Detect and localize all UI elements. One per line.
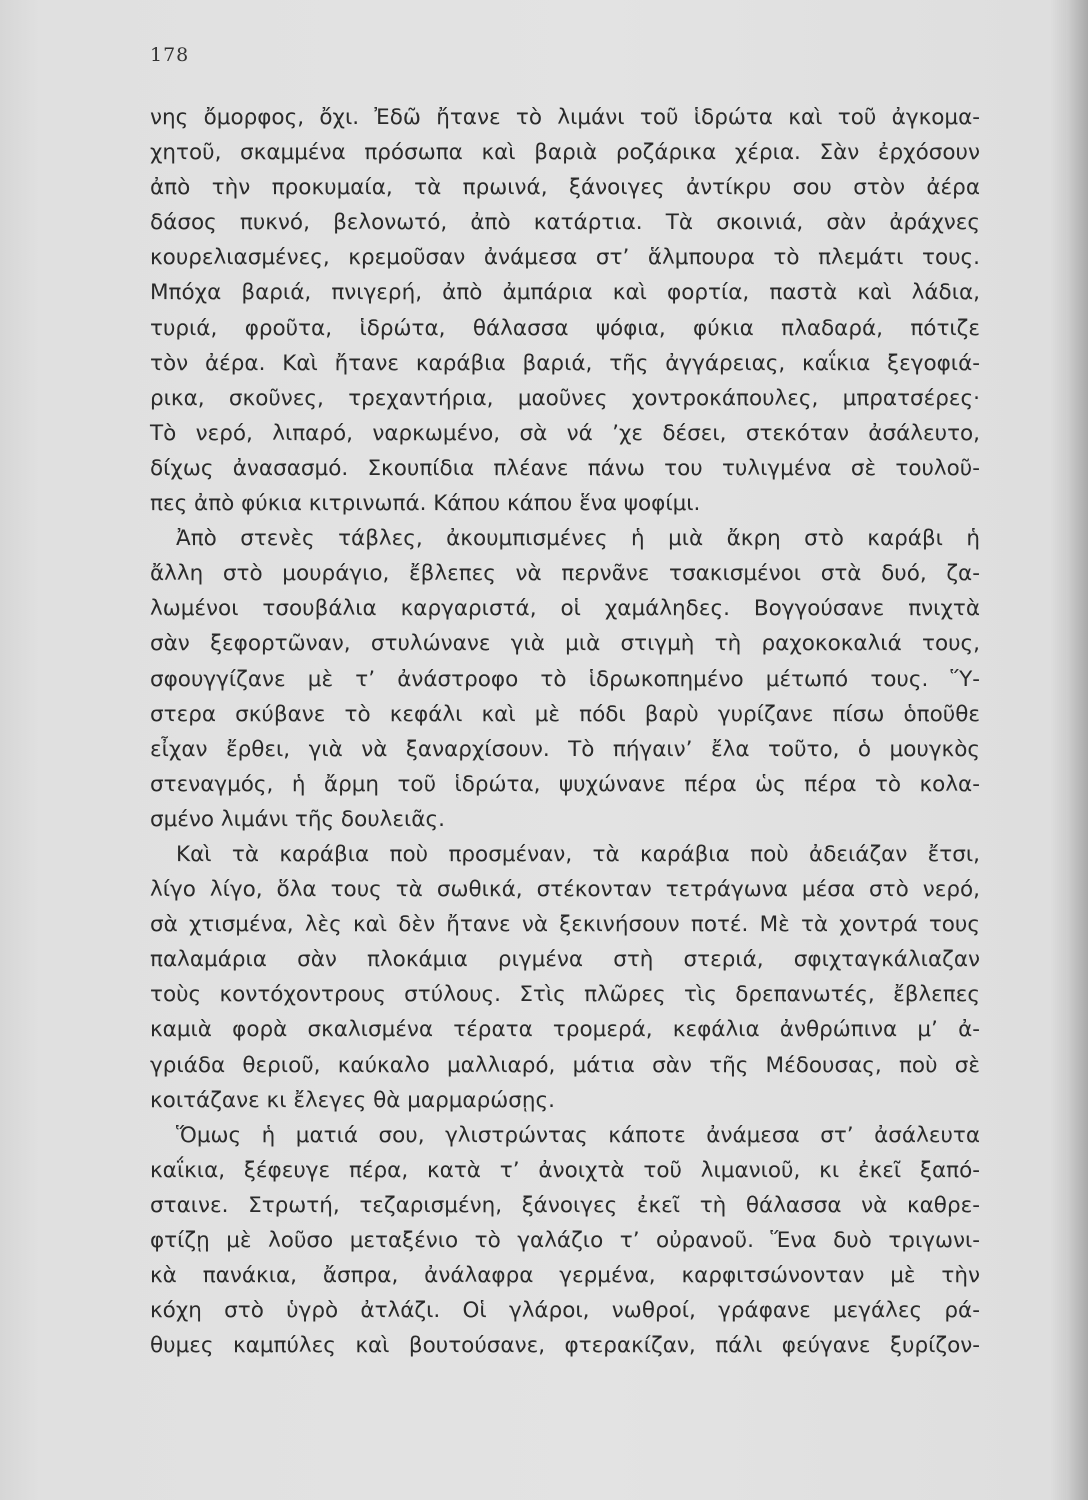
text-line: στερα σκύβανε τὸ κεφάλι καὶ μὲ πόδι βαρὺ γυρίζανε πίσω ὁποῦθε <box>150 701 980 727</box>
text-line: σμένο λιμάνι τῆς δουλειᾶς. <box>150 806 445 832</box>
text-line: γριάδα θεριοῦ, καύκαλο μαλλιαρό, μάτια σὰν τῆς Μέδουσας, ποὺ σὲ <box>150 1052 980 1078</box>
text-line: δάσος πυκνό, βελονωτό, ἀπὸ κατάρτια. Τὰ σκοινιά, σὰν ἀράχνες <box>150 210 980 236</box>
text-line: εἶχαν ἔρθει, γιὰ νὰ ξαναρχίσουν. Τὸ πήγαιν’ ἔλα τοῦτο, ὁ μουγκὸς <box>150 736 980 762</box>
text-line: ἄλλη στὸ μουράγιο, ἔβλεπες νὰ περνᾶνε τσακισμένοι στὰ δυό, ζα- <box>150 561 980 587</box>
text-line: Μπόχα βαριά, πνιγερή, ἀπὸ ἀμπάρια καὶ φορτία, παστὰ καὶ λάδια, <box>150 280 980 306</box>
text-line: νης ὄμορφος, ὄχι. Ἐδῶ ἤτανε τὸ λιμάνι τοῦ ἱδρώτα καὶ τοῦ ἀγκομα- <box>150 105 980 130</box>
text-line: τὸν ἀέρα. Καὶ ἤτανε καράβια βαριά, τῆς ἀγγάρειας, καΐκια ξεγοφιά- <box>150 350 980 376</box>
text-line: σταινε. Στρωτή, τεζαρισμένη, ξάνοιγες ἐκεῖ τὴ θάλασσα νὰ καθρε- <box>150 1192 980 1218</box>
text-line: θυμες καμπύλες καὶ βουτούσανε, φτερακίζαν, πάλι φεύγανε ξυρίζον- <box>150 1333 980 1359</box>
text-line: πες ἀπὸ φύκια κιτρινωπά. Κάπου κάπου ἕνα ψοφίμι. <box>150 491 701 517</box>
page-number: 178 <box>150 44 190 66</box>
text-line: φτίζῃ μὲ λοῦσο μεταξένιο τὸ γαλάζιο τ’ οὐρανοῦ. Ἕνα δυὸ τριγωνι- <box>150 1228 980 1253</box>
text-line: κόχη στὸ ὑγρὸ ἀτλάζι. Οἱ γλάροι, νωθροί, γράφανε μεγάλες ρά- <box>150 1298 980 1324</box>
page-edge <box>1066 0 1088 1500</box>
text-line: σφουγγίζανε μὲ τ’ ἀνάστροφο τὸ ἱδρωκοπημένο μέτωπό τους. Ὕ- <box>150 666 980 692</box>
text-line: λωμένοι τσουβάλια καργαριστά, οἱ χαμάληδες. Βογγούσανε πνιχτὰ <box>150 596 980 622</box>
text-line: χητοῦ, σκαμμένα πρόσωπα καὶ βαριὰ ροζάρικα χέρια. Σὰν ἐρχόσουν <box>150 140 980 166</box>
body-text <box>150 100 980 1363</box>
text-line: δίχως ἀνασασμό. Σκουπίδια πλέανε πάνω του τυλιγμένα σὲ τουλοῦ- <box>150 455 980 481</box>
text-line: καμιὰ φορὰ σκαλισμένα τέρατα τρομερά, κεφάλια ἀνθρώπινα μ’ ἀ- <box>150 1017 980 1043</box>
text-line: λίγο λίγο, ὅλα τους τὰ σωθικά, στέκονταν τετράγωνα μέσα στὸ νερό, <box>150 877 980 903</box>
text-line: Ὅμως ἡ ματιά σου, γλιστρώντας κάποτε ἀνάμεσα στ’ ἀσάλευτα <box>176 1122 980 1148</box>
text-line: κὰ πανάκια, ἄσπρα, ἀνάλαφρα γερμένα, καρφιτσώνονταν μὲ τὴν <box>150 1263 980 1289</box>
text-line: παλαμάρια σὰν πλοκάμια ριγμένα στὴ στεριά, σφιχταγκάλιαζαν <box>150 947 980 973</box>
text-line: Καὶ τὰ καράβια ποὺ προσμέναν, τὰ καράβια ποὺ ἀδειάζαν ἔτσι, <box>176 841 980 867</box>
text-line: κοιτάζανε κι ἔλεγες θὰ μαρμαρώσῃς. <box>150 1087 555 1113</box>
text-line: τοὺς κοντόχοντρους στύλους. Στὶς πλῶρες τὶς δρεπανωτές, ἔβλεπες <box>150 982 980 1008</box>
text-line: σὰ χτισμένα, λὲς καὶ δὲν ἤτανε νὰ ξεκινήσουν ποτέ. Μὲ τὰ χοντρά τους <box>150 912 980 938</box>
text-line: Ἀπὸ στενὲς τάβλες, ἀκουμπισμένες ἡ μιὰ ἄκρη στὸ καράβι ἡ <box>176 526 980 552</box>
text-line: κουρελιασμένες, κρεμοῦσαν ἀνάμεσα στ’ ἅλμπουρα τὸ πλεμάτι τους. <box>150 245 980 271</box>
text-line: ἀπὸ τὴν προκυμαία, τὰ πρωινά, ξάνοιγες ἀντίκρυ σου στὸν ἀέρα <box>150 175 980 201</box>
text-line: ρικα, σκοῦνες, τρεχαντήρια, μαοῦνες χοντροκάπουλες, μπρατσέρες· <box>150 385 980 411</box>
text-line: Τὸ νερό, λιπαρό, ναρκωμένο, σὰ νά ’χε δέσει, στεκόταν ἀσάλευτο, <box>150 420 980 446</box>
text-line: σὰν ξεφορτῶναν, στυλώνανε γιὰ μιὰ στιγμὴ τὴ ραχοκοκαλιά τους, <box>150 631 980 657</box>
text-line: τυριά, φροῦτα, ἱδρώτα, θάλασσα ψόφια, φύκια πλαδαρά, πότιζε <box>150 315 980 341</box>
text-line: καΐκια, ξέφευγε πέρα, κατὰ τ’ ἀνοιχτὰ τοῦ λιμανιοῦ, κι ἐκεῖ ξαπό- <box>150 1157 980 1183</box>
text-line: στεναγμός, ἡ ἄρμη τοῦ ἱδρώτα, ψυχώνανε πέρα ὡς πέρα τὸ κολα- <box>150 771 980 797</box>
